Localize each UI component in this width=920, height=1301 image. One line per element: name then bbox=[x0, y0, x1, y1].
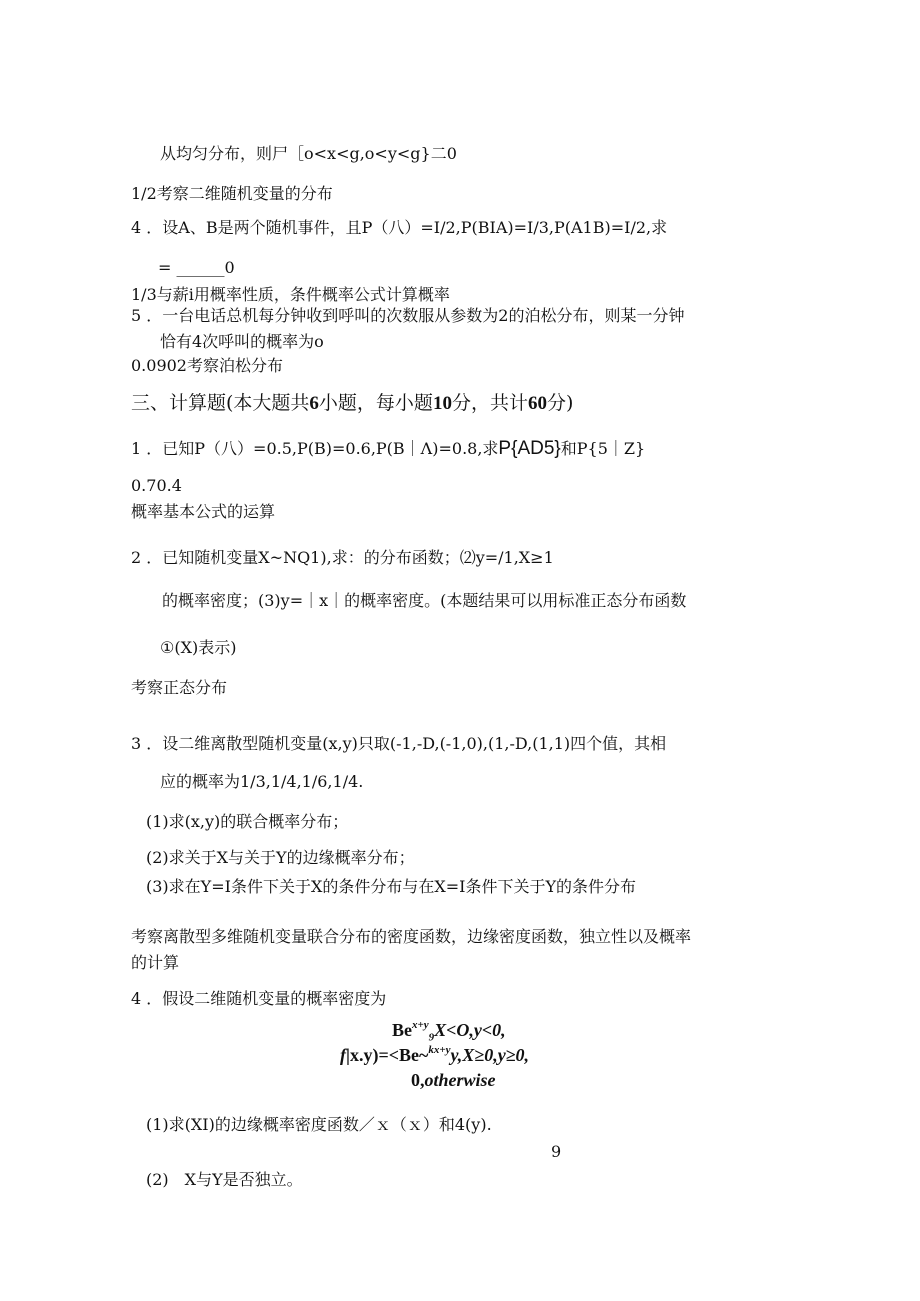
calc-question-2: 2 ．已知随机变量X~NQ1),求：的分布函数；⑵y=/1,X≥1 bbox=[131, 548, 554, 567]
answer-line: 概率基本公式的运算 bbox=[131, 502, 276, 521]
calc-question-1 bbox=[131, 438, 645, 461]
sub-question: (1)求(XI)的边缘概率密度函数／ｘ（ｘ）和4(y). bbox=[146, 1115, 492, 1134]
heading-text: 小题，每小题 bbox=[318, 392, 433, 414]
text-line: 从均匀分布，则尸［o<x<g,o<y<g}二0 bbox=[160, 144, 457, 163]
formula-text: y,X≥0,y≥0, bbox=[450, 1045, 530, 1065]
answer-line: 考察正态分布 bbox=[131, 678, 228, 697]
formula-exponent: kx+y bbox=[428, 1044, 451, 1056]
question-5: 5 ．一台电话总机每分钟收到呼叫的次数服从参数为2的泊松分布，则某一分钟 bbox=[131, 306, 685, 325]
formula-text: f bbox=[340, 1045, 346, 1065]
answer-line: 考察离散型多维随机变量联合分布的密度函数，边缘密度函数，独立性以及概率 bbox=[131, 927, 692, 946]
heading-number: 60 bbox=[527, 393, 547, 414]
question-text: 1 ．已知P（八）=0.5,P(B)=0.6,P(B｜Λ)=0.8,求 bbox=[131, 439, 499, 458]
answer-line: 0.0902考察泊松分布 bbox=[131, 356, 283, 375]
text-line: ①(X)表示) bbox=[160, 638, 237, 657]
formula-text: 0, bbox=[411, 1070, 425, 1090]
text-line: 应的概率为1/3,1/4,1/6,1/4. bbox=[160, 772, 364, 791]
sub-question bbox=[146, 1170, 303, 1189]
sub-question: (1)求(x,y)的联合概率分布； bbox=[146, 812, 349, 831]
formula-row-1 bbox=[392, 1020, 506, 1044]
question-expression: P{AD5} bbox=[498, 438, 561, 459]
calc-question-3: 3 ．设二维离散型随机变量(x,y)只取(-1,-D,(-1,0),(1,-D,(1,1)四个值，其相 bbox=[131, 734, 667, 753]
answer-line: 的计算 bbox=[131, 953, 180, 972]
sub-question-number: (2) bbox=[146, 1170, 169, 1189]
heading-number: 6 bbox=[309, 393, 319, 414]
formula-text: X<O,y<0, bbox=[434, 1020, 506, 1040]
formula-row-2 bbox=[340, 1045, 529, 1066]
formula-exponent: x+y bbox=[412, 1019, 429, 1031]
answer-line: 1/2考察二维随机变量的分布 bbox=[131, 184, 333, 203]
heading-text: 三、计算题(本大题共 bbox=[131, 392, 310, 414]
text-line: 的概率密度；(3)y=｜x｜的概率密度。(本题结果可以用标准正态分布函数 bbox=[162, 591, 687, 610]
section-heading bbox=[131, 392, 573, 416]
heading-text: 分，共计 bbox=[451, 392, 528, 414]
sub-question: (3)求在Y=I条件下关于X的条件分布与在X=I条件下关于Y的条件分布 bbox=[146, 877, 637, 896]
answer-line: 1/3与薪i用概率性质，条件概率公式计算概率 bbox=[131, 285, 450, 304]
page-number: 9 bbox=[551, 1142, 562, 1161]
formula-subscript: 9 bbox=[428, 1031, 435, 1044]
text-line: 恰有4次呼叫的概率为o bbox=[160, 332, 324, 351]
answer-blank: = ______0 bbox=[158, 258, 235, 277]
sub-question-text: X与Y是否独立。 bbox=[184, 1170, 303, 1189]
formula-text: |x.y)=<Be~ bbox=[346, 1045, 429, 1065]
heading-text: 分) bbox=[546, 392, 574, 414]
formula-row-3 bbox=[411, 1070, 496, 1091]
question-4: 4 ．设A、B是两个随机事件，且P（八）=I/2,P(BIA)=I/3,P(A1B)=I/2,求 bbox=[131, 218, 668, 237]
question-text: 和P{5｜Z} bbox=[560, 439, 646, 458]
answer-line: 0.70.4 bbox=[131, 476, 182, 495]
sub-question: (2)求关于X与关于Y的边缘概率分布； bbox=[146, 848, 415, 867]
formula-text: otherwise bbox=[424, 1070, 496, 1090]
calc-question-4: 4 ．假设二维随机变量的概率密度为 bbox=[131, 989, 387, 1008]
heading-number: 10 bbox=[432, 393, 452, 414]
formula-text: Be bbox=[392, 1020, 412, 1040]
